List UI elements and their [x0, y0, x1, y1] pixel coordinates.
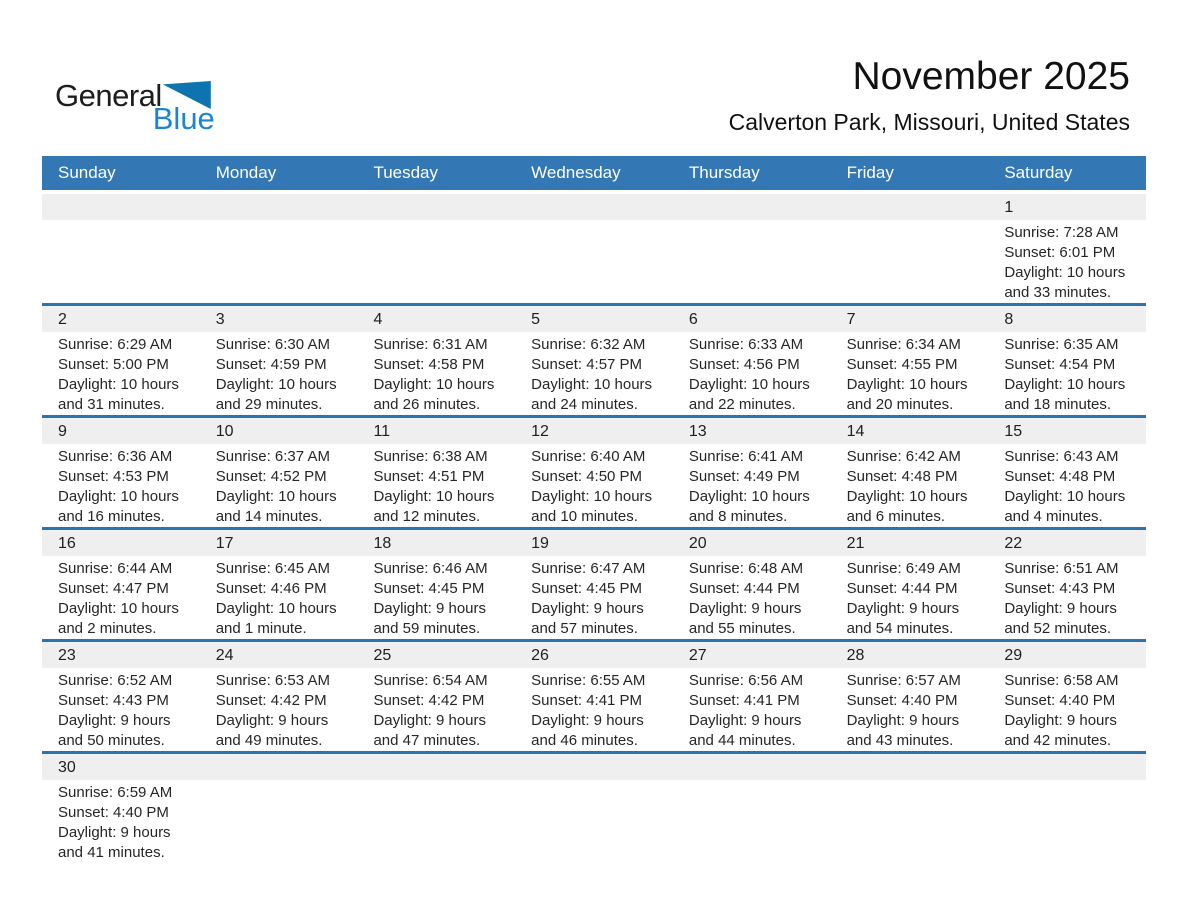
day-number: 14 — [831, 418, 989, 444]
day-details — [42, 332, 200, 415]
location-subtitle: Calverton Park, Missouri, United States — [728, 108, 1130, 135]
day-cell-17 — [200, 530, 358, 639]
sunrise-line: Sunrise: 6:54 AM — [373, 672, 488, 689]
day-details — [673, 444, 831, 527]
day-cell-11 — [357, 418, 515, 527]
sunrise-line: Sunrise: 6:38 AM — [373, 448, 488, 465]
daylight-line-1: Daylight: 10 hours — [58, 488, 179, 505]
day-number: 16 — [42, 530, 200, 556]
sunrise-line: Sunrise: 6:46 AM — [373, 560, 488, 577]
day-cell-3 — [200, 306, 358, 415]
day-details — [200, 332, 358, 415]
sunset-line: Sunset: 4:51 PM — [373, 468, 485, 485]
empty-day-cell — [673, 194, 831, 303]
daylight-line-2: and 14 minutes. — [215, 508, 323, 525]
sunrise-line: Sunrise: 6:48 AM — [688, 560, 804, 577]
sunrise-line: Sunrise: 6:33 AM — [688, 336, 804, 353]
sunrise-line: Sunrise: 6:34 AM — [846, 336, 961, 353]
sunrise-line: Sunrise: 7:28 AM — [1004, 224, 1119, 241]
day-details — [831, 668, 989, 751]
sunrise-line: Sunrise: 6:35 AM — [1004, 336, 1119, 353]
day-number — [831, 754, 989, 780]
weekday-header-row — [42, 156, 1146, 190]
day-cell-7 — [831, 306, 989, 415]
day-details — [515, 332, 673, 415]
daylight-line-1: Daylight: 10 hours — [373, 488, 495, 505]
daylight-line-2: and 8 minutes. — [688, 508, 788, 525]
day-cell-24 — [200, 642, 358, 751]
daylight-line-1: Daylight: 10 hours — [1004, 488, 1126, 505]
sunset-line: Sunset: 4:41 PM — [531, 692, 643, 709]
day-details — [515, 668, 673, 751]
day-details — [673, 332, 831, 415]
daylight-line-2: and 24 minutes. — [531, 396, 638, 413]
day-number — [357, 754, 515, 780]
day-number: 25 — [357, 642, 515, 668]
empty-day-cell — [200, 194, 358, 303]
daylight-line-1: Daylight: 9 hours — [846, 712, 960, 729]
sunrise-line: Sunrise: 6:53 AM — [215, 672, 330, 689]
day-cell-5 — [515, 306, 673, 415]
day-cell-30 — [42, 754, 200, 863]
daylight-line-1: Daylight: 10 hours — [215, 376, 337, 393]
sunset-line: Sunset: 4:54 PM — [1004, 356, 1116, 373]
daylight-line-1: Daylight: 10 hours — [688, 488, 810, 505]
daylight-line-1: Daylight: 10 hours — [688, 376, 810, 393]
day-details — [200, 668, 358, 751]
sunset-line: Sunset: 4:47 PM — [58, 580, 169, 597]
page-title: November 2025 — [852, 55, 1130, 98]
sunset-line: Sunset: 4:43 PM — [58, 692, 169, 709]
sunrise-line: Sunrise: 6:30 AM — [215, 336, 330, 353]
sunset-line: Sunset: 4:52 PM — [215, 468, 327, 485]
day-cell-13 — [673, 418, 831, 527]
empty-day-cell — [831, 754, 989, 863]
day-cell-15 — [988, 418, 1146, 527]
sunset-line: Sunset: 4:58 PM — [373, 356, 485, 373]
daylight-line-1: Daylight: 9 hours — [58, 712, 171, 729]
day-cell-23 — [42, 642, 200, 751]
day-cell-14 — [831, 418, 989, 527]
week-row — [42, 306, 1146, 418]
day-cell-20 — [673, 530, 831, 639]
sunset-line: Sunset: 4:50 PM — [531, 468, 643, 485]
day-number: 8 — [988, 306, 1146, 332]
week-row — [42, 530, 1146, 642]
day-details — [988, 556, 1146, 639]
sunrise-line: Sunrise: 6:29 AM — [58, 336, 173, 353]
daylight-line-1: Daylight: 9 hours — [373, 712, 486, 729]
daylight-line-1: Daylight: 10 hours — [531, 488, 653, 505]
sunrise-line: Sunrise: 6:47 AM — [531, 560, 646, 577]
daylight-line-2: and 1 minute. — [215, 620, 307, 637]
day-number: 3 — [200, 306, 358, 332]
calendar-table — [42, 156, 1146, 863]
day-details — [42, 444, 200, 527]
day-number: 2 — [42, 306, 200, 332]
day-number — [515, 194, 673, 220]
empty-day-cell — [42, 194, 200, 303]
weekday-sunday: Sunday — [58, 163, 116, 182]
sunset-line: Sunset: 4:56 PM — [688, 356, 800, 373]
daylight-line-2: and 2 minutes. — [58, 620, 157, 637]
daylight-line-1: Daylight: 9 hours — [215, 712, 329, 729]
daylight-line-1: Daylight: 9 hours — [531, 712, 644, 729]
day-cell-22 — [988, 530, 1146, 639]
daylight-line-1: Daylight: 10 hours — [531, 376, 653, 393]
daylight-line-1: Daylight: 10 hours — [1004, 264, 1126, 281]
sunrise-line: Sunrise: 6:44 AM — [58, 560, 173, 577]
day-number: 22 — [988, 530, 1146, 556]
sunrise-line: Sunrise: 6:59 AM — [58, 784, 173, 801]
empty-day-cell — [515, 754, 673, 863]
sunset-line: Sunset: 4:46 PM — [215, 580, 327, 597]
sunrise-line: Sunrise: 6:51 AM — [1004, 560, 1119, 577]
daylight-line-1: Daylight: 10 hours — [58, 376, 179, 393]
day-number: 21 — [831, 530, 989, 556]
daylight-line-2: and 46 minutes. — [531, 732, 638, 749]
sunset-line: Sunset: 4:40 PM — [1004, 692, 1116, 709]
day-cell-2 — [42, 306, 200, 415]
day-number: 7 — [831, 306, 989, 332]
day-number — [988, 754, 1146, 780]
daylight-line-1: Daylight: 10 hours — [1004, 376, 1126, 393]
daylight-line-1: Daylight: 10 hours — [215, 488, 337, 505]
empty-day-cell — [988, 754, 1146, 863]
sunrise-line: Sunrise: 6:55 AM — [531, 672, 646, 689]
day-number: 20 — [673, 530, 831, 556]
sunset-line: Sunset: 4:53 PM — [58, 468, 169, 485]
empty-day-cell — [673, 754, 831, 863]
day-number: 19 — [515, 530, 673, 556]
daylight-line-1: Daylight: 9 hours — [846, 600, 960, 617]
day-number — [673, 194, 831, 220]
sunset-line: Sunset: 5:00 PM — [58, 356, 169, 373]
sunset-line: Sunset: 4:45 PM — [531, 580, 643, 597]
day-number — [42, 194, 200, 220]
daylight-line-2: and 29 minutes. — [215, 396, 323, 413]
empty-day-cell — [357, 194, 515, 303]
day-cell-18 — [357, 530, 515, 639]
day-number: 17 — [200, 530, 358, 556]
day-number — [200, 194, 358, 220]
daylight-line-1: Daylight: 10 hours — [215, 600, 337, 617]
day-cell-9 — [42, 418, 200, 527]
daylight-line-1: Daylight: 10 hours — [373, 376, 495, 393]
sunset-line: Sunset: 4:57 PM — [531, 356, 643, 373]
sunset-line: Sunset: 4:40 PM — [846, 692, 958, 709]
day-details — [831, 444, 989, 527]
weekday-saturday: Saturday — [1004, 163, 1073, 182]
sunset-line: Sunset: 6:01 PM — [1004, 244, 1116, 261]
day-cell-25 — [357, 642, 515, 751]
sunrise-line: Sunrise: 6:32 AM — [531, 336, 646, 353]
day-cell-10 — [200, 418, 358, 527]
day-details — [673, 668, 831, 751]
day-number: 12 — [515, 418, 673, 444]
weekday-monday: Monday — [215, 163, 277, 182]
daylight-line-2: and 59 minutes. — [373, 620, 481, 637]
day-details — [200, 556, 358, 639]
sunset-line: Sunset: 4:48 PM — [1004, 468, 1116, 485]
weekday-wednesday: Wednesday — [531, 163, 621, 182]
day-number: 11 — [357, 418, 515, 444]
week-row — [42, 754, 1146, 863]
day-number — [831, 194, 989, 220]
day-number: 23 — [42, 642, 200, 668]
week-row — [42, 418, 1146, 530]
daylight-line-2: and 50 minutes. — [58, 732, 165, 749]
sunrise-line: Sunrise: 6:58 AM — [1004, 672, 1119, 689]
day-cell-6 — [673, 306, 831, 415]
daylight-line-2: and 41 minutes. — [58, 844, 165, 861]
day-details — [357, 444, 515, 527]
day-number: 6 — [673, 306, 831, 332]
day-details — [988, 444, 1146, 527]
sunrise-line: Sunrise: 6:31 AM — [373, 336, 488, 353]
week-row — [42, 194, 1146, 306]
day-number: 29 — [988, 642, 1146, 668]
day-number — [200, 754, 358, 780]
day-details — [42, 780, 200, 863]
daylight-line-2: and 31 minutes. — [58, 396, 165, 413]
sunset-line: Sunset: 4:41 PM — [688, 692, 800, 709]
daylight-line-1: Daylight: 9 hours — [373, 600, 486, 617]
day-details — [988, 220, 1146, 303]
daylight-line-2: and 52 minutes. — [1004, 620, 1112, 637]
day-number: 26 — [515, 642, 673, 668]
sunset-line: Sunset: 4:42 PM — [373, 692, 485, 709]
sunrise-line: Sunrise: 6:37 AM — [215, 448, 330, 465]
day-cell-19 — [515, 530, 673, 639]
week-row — [42, 642, 1146, 754]
sunset-line: Sunset: 4:44 PM — [846, 580, 958, 597]
sunrise-line: Sunrise: 6:56 AM — [688, 672, 804, 689]
daylight-line-1: Daylight: 9 hours — [1004, 600, 1117, 617]
day-number: 4 — [357, 306, 515, 332]
daylight-line-2: and 47 minutes. — [373, 732, 481, 749]
sunset-line: Sunset: 4:40 PM — [58, 804, 169, 821]
day-number: 1 — [988, 194, 1146, 220]
weekday-thursday: Thursday — [688, 163, 760, 182]
daylight-line-2: and 43 minutes. — [846, 732, 954, 749]
day-cell-16 — [42, 530, 200, 639]
day-cell-28 — [831, 642, 989, 751]
calendar-weeks — [42, 194, 1146, 863]
day-cell-12 — [515, 418, 673, 527]
daylight-line-2: and 16 minutes. — [58, 508, 165, 525]
day-cell-26 — [515, 642, 673, 751]
day-number: 15 — [988, 418, 1146, 444]
day-cell-8 — [988, 306, 1146, 415]
sunset-line: Sunset: 4:55 PM — [846, 356, 958, 373]
sunrise-line: Sunrise: 6:41 AM — [688, 448, 804, 465]
day-number — [515, 754, 673, 780]
daylight-line-2: and 54 minutes. — [846, 620, 954, 637]
weekday-tuesday: Tuesday — [373, 163, 439, 182]
empty-day-cell — [200, 754, 358, 863]
day-cell-1 — [988, 194, 1146, 303]
day-cell-4 — [357, 306, 515, 415]
day-cell-21 — [831, 530, 989, 639]
sunrise-line: Sunrise: 6:42 AM — [846, 448, 961, 465]
daylight-line-1: Daylight: 9 hours — [58, 824, 171, 841]
sunrise-line: Sunrise: 6:36 AM — [58, 448, 173, 465]
day-details — [357, 556, 515, 639]
logo-text-general: General — [55, 78, 162, 113]
daylight-line-2: and 42 minutes. — [1004, 732, 1112, 749]
day-details — [515, 444, 673, 527]
sunrise-line: Sunrise: 6:49 AM — [846, 560, 961, 577]
daylight-line-1: Daylight: 9 hours — [688, 600, 802, 617]
day-details — [988, 668, 1146, 751]
daylight-line-1: Daylight: 10 hours — [846, 376, 968, 393]
sunset-line: Sunset: 4:44 PM — [688, 580, 800, 597]
day-details — [357, 668, 515, 751]
day-details — [831, 332, 989, 415]
day-number: 28 — [831, 642, 989, 668]
daylight-line-2: and 12 minutes. — [373, 508, 481, 525]
day-number: 9 — [42, 418, 200, 444]
day-number — [357, 194, 515, 220]
empty-day-cell — [515, 194, 673, 303]
daylight-line-1: Daylight: 9 hours — [688, 712, 802, 729]
sunrise-line: Sunrise: 6:52 AM — [58, 672, 173, 689]
daylight-line-2: and 20 minutes. — [846, 396, 954, 413]
daylight-line-2: and 49 minutes. — [215, 732, 323, 749]
daylight-line-2: and 44 minutes. — [688, 732, 796, 749]
title-block — [729, 56, 1130, 136]
daylight-line-2: and 26 minutes. — [373, 396, 481, 413]
day-number — [673, 754, 831, 780]
day-cell-27 — [673, 642, 831, 751]
day-number: 5 — [515, 306, 673, 332]
sunrise-line: Sunrise: 6:43 AM — [1004, 448, 1119, 465]
day-number: 13 — [673, 418, 831, 444]
day-details — [673, 556, 831, 639]
daylight-line-1: Daylight: 10 hours — [846, 488, 968, 505]
daylight-line-1: Daylight: 9 hours — [1004, 712, 1117, 729]
day-cell-29 — [988, 642, 1146, 751]
day-number: 18 — [357, 530, 515, 556]
day-details — [42, 668, 200, 751]
day-details — [42, 556, 200, 639]
daylight-line-2: and 10 minutes. — [531, 508, 638, 525]
daylight-line-2: and 33 minutes. — [1004, 284, 1112, 301]
day-details — [357, 332, 515, 415]
day-number: 24 — [200, 642, 358, 668]
day-number: 30 — [42, 754, 200, 780]
day-details — [988, 332, 1146, 415]
daylight-line-1: Daylight: 9 hours — [531, 600, 644, 617]
daylight-line-1: Daylight: 10 hours — [58, 600, 179, 617]
sunrise-line: Sunrise: 6:57 AM — [846, 672, 961, 689]
sunrise-line: Sunrise: 6:45 AM — [215, 560, 330, 577]
empty-day-cell — [357, 754, 515, 863]
logo-text-blue: Blue — [152, 101, 215, 136]
sunset-line: Sunset: 4:48 PM — [846, 468, 958, 485]
day-number: 10 — [200, 418, 358, 444]
sunset-line: Sunset: 4:49 PM — [688, 468, 800, 485]
daylight-line-2: and 55 minutes. — [688, 620, 796, 637]
day-details — [200, 444, 358, 527]
weekday-friday: Friday — [846, 163, 894, 182]
sunrise-line: Sunrise: 6:40 AM — [531, 448, 646, 465]
sunset-line: Sunset: 4:42 PM — [215, 692, 327, 709]
daylight-line-2: and 22 minutes. — [688, 396, 796, 413]
empty-day-cell — [831, 194, 989, 303]
daylight-line-2: and 18 minutes. — [1004, 396, 1112, 413]
day-details — [515, 556, 673, 639]
sunset-line: Sunset: 4:43 PM — [1004, 580, 1116, 597]
day-details — [831, 556, 989, 639]
sunset-line: Sunset: 4:59 PM — [215, 356, 327, 373]
daylight-line-2: and 4 minutes. — [1004, 508, 1103, 525]
daylight-line-2: and 6 minutes. — [846, 508, 945, 525]
daylight-line-2: and 57 minutes. — [531, 620, 638, 637]
general-blue-logo — [55, 78, 215, 136]
sunset-line: Sunset: 4:45 PM — [373, 580, 485, 597]
day-number: 27 — [673, 642, 831, 668]
